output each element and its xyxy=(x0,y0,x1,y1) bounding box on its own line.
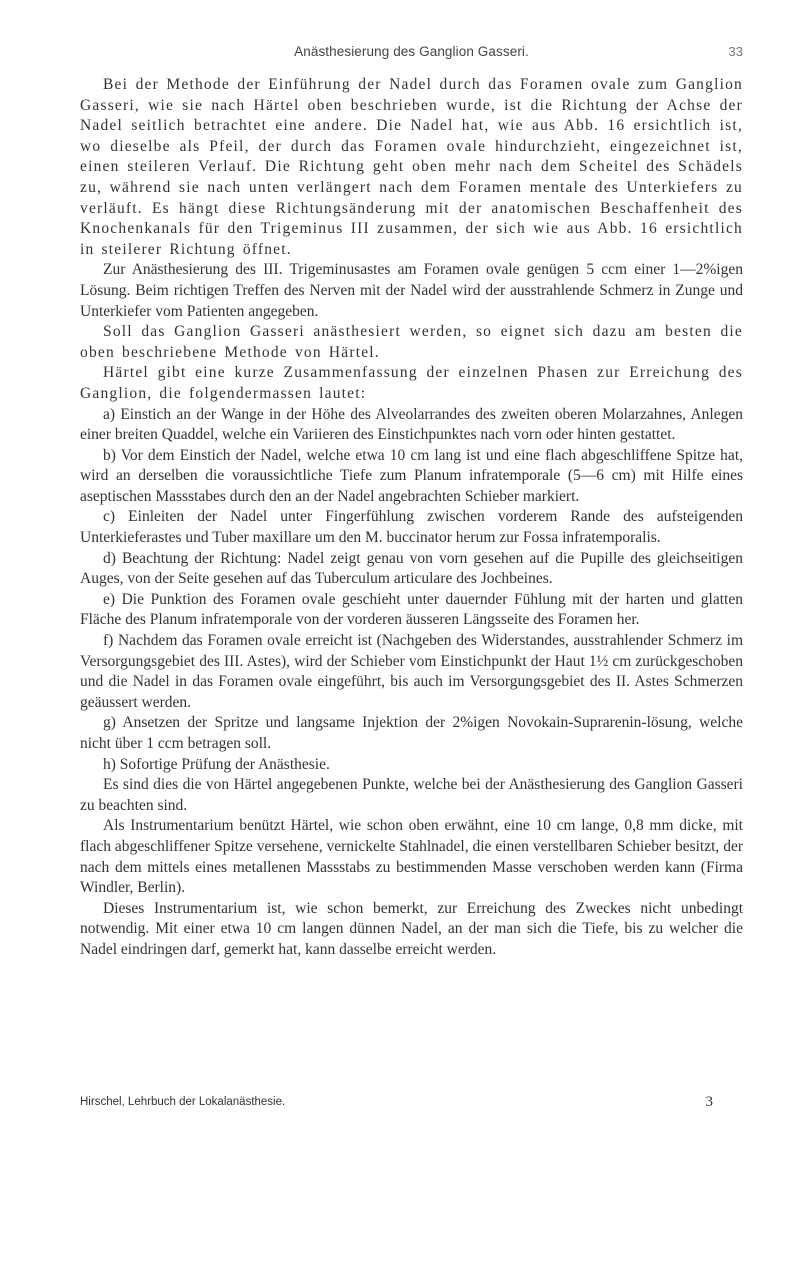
paragraph: c) Einleiten der Nadel unter Fingerfühlung zwischen vorderem Rande des aufsteigenden Unterkieferastes und Tuber maxillare um den M. buccinator herum zur Fossa infratemporalis. xyxy=(80,508,743,547)
paragraph: e) Die Punktion des Foramen ovale geschieht unter dauernder Fühlung mit der harten und glatten Fläche des Planum infratemporale von der vorderen äusseren Längsseite des Foramen her. xyxy=(80,590,743,629)
paragraph: Als Instrumentarium benützt Härtel, wie schon oben erwähnt, eine 10 cm lange, 0,8 mm dicke, mit flach abgeschliffener Spitze versehene, vernickelte Stahlnadel, die einen verstellbaren Schieber besitzt, der nach dem mittels eines metallenen Massstabs zu bestimmenden Masse verschoben werden kann (Firma Windler, Berlin). xyxy=(80,817,743,897)
signature-mark: 3 xyxy=(705,1094,713,1110)
paragraph: Soll das Ganglion Gasseri anästhesiert werden, so eignet sich dazu am besten die oben beschriebene Methode von Härtel. xyxy=(80,323,743,361)
paragraph: Zur Anästhesierung des III. Trigeminusastes am Foramen ovale genügen 5 ccm einer 1—2%igen Lösung. Beim richtigen Treffen des Nerven mit der Nadel wird der ausstrahlende Schmerz in Zunge und Unterkiefer vom Patienten angegeben. xyxy=(80,261,743,320)
body-text xyxy=(80,75,743,961)
running-title: Anästhesierung des Ganglion Gasseri. xyxy=(294,44,529,59)
book-reference: Hirschel, Lehrbuch der Lokalanästhesie. xyxy=(80,1096,286,1108)
paragraph: d) Beachtung der Richtung: Nadel zeigt genau von vorn gesehen auf die Pupille des gleichseitigen Auges, von der Seite gesehen auf das Tuberculum articulare des Jochbeines. xyxy=(80,549,743,588)
page-footer xyxy=(80,1094,743,1114)
paragraph: Härtel gibt eine kurze Zusammenfassung der einzelnen Phasen zur Erreichung des Ganglion, die folgendermassen lautet: xyxy=(80,364,743,402)
paragraph: f) Nachdem das Foramen ovale erreicht ist (Nachgeben des Widerstandes, ausstrahlender Schmerz im Versorgungsgebiet des III. Astes), wird der Schieber vom Einstichpunkt der Haut 1½ cm zurückgeschoben und die Nadel in das Foramen ovale eingeführt, bis auch im Versorgungsgebiet des II. Astes Schmerzen geäussert werden. xyxy=(80,632,743,711)
page-number: 33 xyxy=(728,44,743,59)
paragraph: a) Einstich an der Wange in der Höhe des Alveolarrandes des zweiten oberen Molarzahnes, Anlegen einer breiten Quaddel, welche ein Variieren des Einstichpunktes nach vorn oder hinten gestattet. xyxy=(80,405,743,444)
paragraph: Es sind dies die von Härtel angegebenen Punkte, welche bei der Anästhesierung des Ganglion Gasseri zu beachten sind. xyxy=(80,776,743,814)
paragraph: Bei der Methode der Einführung der Nadel durch das Foramen ovale zum Ganglion Gasseri, wie sie nach Härtel oben beschrieben wurde, ist die Richtung der Achse der Nadel seitlich betrachtet eine andere. Die Nadel hat, wie aus Abb. 16 ersichtlich ist, wo dieselbe als Pfeil, der durch das Foramen ovale hindurchzieht, eingezeichnet ist, einen steileren Verlauf. Die Richtung geht oben mehr nach dem Scheitel des Schädels zu, während sie nach unten verlängert nach dem Foramen mentale des Unterkiefers zu verläuft. Es hängt diese Richtungsänderung mit der anatomischen Beschaffenheit des Knochenkanals für den Trigeminus III zusammen, der sich wie aus Abb. 16 ersichtlich in steilerer Richtung öffnet. xyxy=(80,76,743,258)
paragraph: Dieses Instrumentarium ist, wie schon bemerkt, zur Erreichung des Zweckes nicht unbedingt notwendig. Mit einer etwa 10 cm langen dünnen Nadel, an der man sich die Tiefe, bis zu welcher die Nadel eindringen darf, gemerkt hat, kann dasselbe erreicht werden. xyxy=(80,899,743,958)
paragraph: b) Vor dem Einstich der Nadel, welche etwa 10 cm lang ist und eine flach abgeschliffene Spitze hat, wird an derselben die voraussichtliche Tiefe zum Planum infratemporale (5—6 cm) mit Hilfe eines aseptischen Massstabes durch den an der Nadel angebrachten Schieber markiert. xyxy=(80,446,743,505)
paragraph: h) Sofortige Prüfung der Anästhesie. xyxy=(103,755,330,773)
paragraph: g) Ansetzen der Spritze und langsame Injektion der 2%igen Novokain-Suprarenin-lösung, welche nicht über 1 ccm betragen soll. xyxy=(80,714,743,752)
running-header xyxy=(80,44,743,64)
